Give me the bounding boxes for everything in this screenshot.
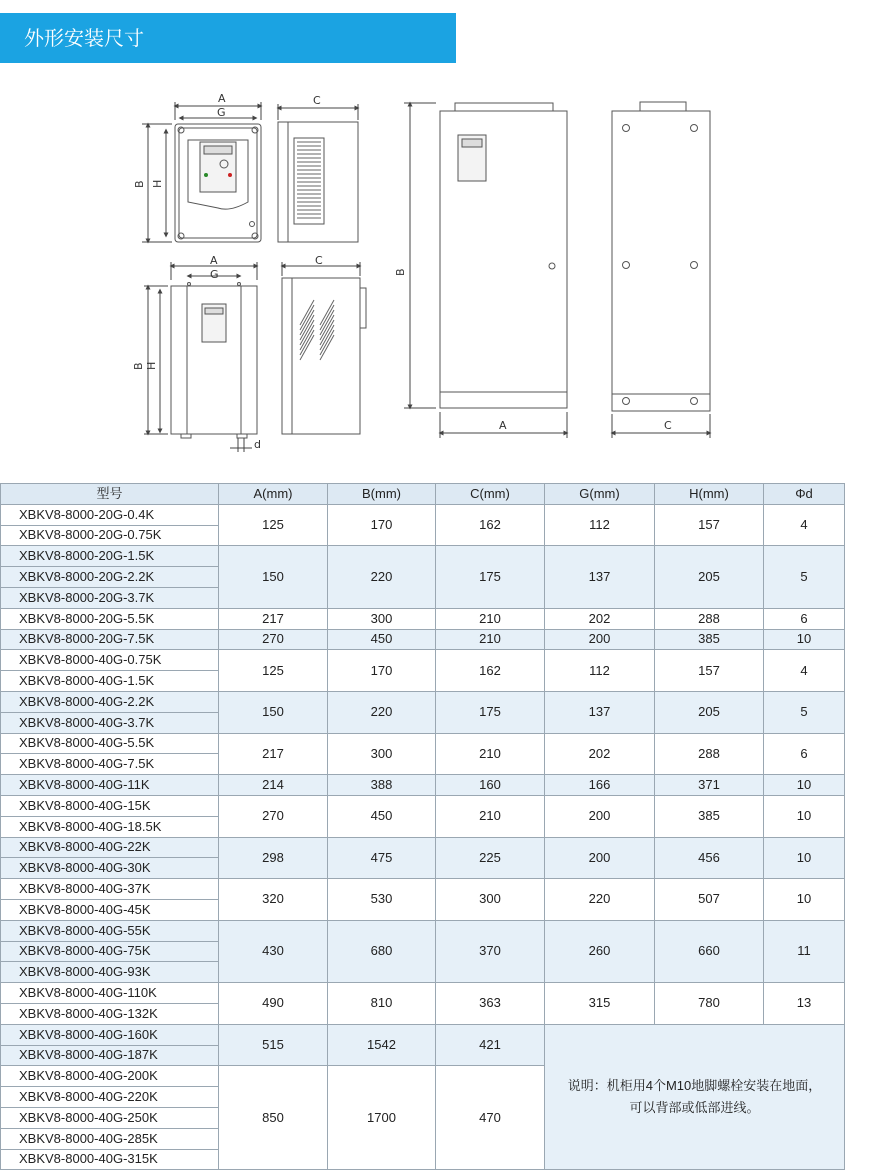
value-cell: 10	[764, 775, 845, 796]
cabinet-side-drawing	[612, 102, 710, 411]
model-cell: XBKV8-8000-40G-187K	[1, 1045, 219, 1066]
table-row	[1, 608, 845, 629]
table-row	[1, 879, 845, 900]
value-cell: 200	[545, 795, 655, 837]
table-row	[1, 546, 845, 567]
value-cell: 363	[436, 983, 545, 1025]
model-cell: XBKV8-8000-40G-11K	[1, 775, 219, 796]
table-row	[1, 837, 845, 858]
value-cell: 202	[545, 733, 655, 775]
cabinet-front-drawing	[440, 103, 567, 408]
value-cell: 850	[219, 1066, 328, 1170]
model-cell: XBKV8-8000-40G-2.2K	[1, 691, 219, 712]
value-cell: 157	[655, 504, 764, 546]
value-cell: 205	[655, 691, 764, 733]
value-cell: 515	[219, 1024, 328, 1066]
value-cell: 157	[655, 650, 764, 692]
table-row	[1, 1024, 845, 1045]
model-cell: XBKV8-8000-40G-93K	[1, 962, 219, 983]
value-cell: 5	[764, 546, 845, 608]
value-cell: 300	[328, 733, 436, 775]
value-cell: 5	[764, 691, 845, 733]
dim-label-b-top: B	[133, 180, 146, 188]
value-cell: 1542	[328, 1024, 436, 1066]
dim-label-a-bottom: A	[210, 254, 218, 267]
value-cell: 150	[219, 691, 328, 733]
value-cell: 160	[436, 775, 545, 796]
value-cell: 507	[655, 879, 764, 921]
table-note	[545, 1024, 845, 1170]
table-row	[1, 983, 845, 1004]
section-title-banner	[0, 13, 456, 63]
value-cell: 490	[219, 983, 328, 1025]
value-cell: 300	[436, 879, 545, 921]
header-g: G(mm)	[545, 484, 655, 505]
value-cell: 430	[219, 920, 328, 982]
value-cell: 450	[328, 629, 436, 650]
value-cell: 385	[655, 795, 764, 837]
table-row	[1, 920, 845, 941]
value-cell: 4	[764, 650, 845, 692]
value-cell: 210	[436, 629, 545, 650]
model-cell: XBKV8-8000-20G-7.5K	[1, 629, 219, 650]
model-cell: XBKV8-8000-40G-75K	[1, 941, 219, 962]
value-cell: 200	[545, 629, 655, 650]
note-line-1: 说明：机柜用4个M10地脚螺栓安装在地面，	[567, 1078, 822, 1093]
dimension-table	[0, 483, 845, 1170]
value-cell: 225	[436, 837, 545, 879]
model-cell: XBKV8-8000-40G-250K	[1, 1107, 219, 1128]
value-cell: 388	[328, 775, 436, 796]
small-unit-side-drawing	[278, 122, 358, 242]
model-cell: XBKV8-8000-20G-2.2K	[1, 567, 219, 588]
value-cell: 298	[219, 837, 328, 879]
value-cell: 10	[764, 795, 845, 837]
header-d: Φd	[764, 484, 845, 505]
dim-label-b-cabinet: B	[394, 268, 407, 276]
value-cell: 220	[545, 879, 655, 921]
model-cell: XBKV8-8000-40G-1.5K	[1, 671, 219, 692]
drawings-svg	[0, 80, 882, 460]
value-cell: 371	[655, 775, 764, 796]
header-model: 型号	[1, 484, 219, 505]
dim-label-b-bottom: B	[132, 362, 145, 370]
value-cell: 475	[328, 837, 436, 879]
value-cell: 210	[436, 608, 545, 629]
table-row	[1, 629, 845, 650]
value-cell: 470	[436, 1066, 545, 1170]
table-row	[1, 733, 845, 754]
model-cell: XBKV8-8000-40G-45K	[1, 899, 219, 920]
value-cell: 810	[328, 983, 436, 1025]
model-cell: XBKV8-8000-40G-30K	[1, 858, 219, 879]
dim-label-h-bottom: H	[145, 361, 158, 370]
model-cell: XBKV8-8000-40G-5.5K	[1, 733, 219, 754]
value-cell: 112	[545, 504, 655, 546]
medium-unit-side-drawing	[282, 278, 366, 434]
small-unit-front-drawing	[175, 124, 261, 242]
dim-label-d: d	[254, 438, 261, 451]
value-cell: 217	[219, 733, 328, 775]
header-a: A(mm)	[219, 484, 328, 505]
value-cell: 220	[328, 546, 436, 608]
value-cell: 421	[436, 1024, 545, 1066]
value-cell: 13	[764, 983, 845, 1025]
value-cell: 170	[328, 650, 436, 692]
value-cell: 202	[545, 608, 655, 629]
value-cell: 450	[328, 795, 436, 837]
value-cell: 320	[219, 879, 328, 921]
value-cell: 530	[328, 879, 436, 921]
value-cell: 214	[219, 775, 328, 796]
dim-label-h-top: H	[151, 179, 164, 188]
model-cell: XBKV8-8000-40G-132K	[1, 1003, 219, 1024]
model-cell: XBKV8-8000-40G-22K	[1, 837, 219, 858]
header-c: C(mm)	[436, 484, 545, 505]
model-cell: XBKV8-8000-40G-160K	[1, 1024, 219, 1045]
value-cell: 162	[436, 504, 545, 546]
value-cell: 11	[764, 920, 845, 982]
note-line-2: 可以背部或低部进线。	[629, 1100, 760, 1115]
model-cell: XBKV8-8000-40G-315K	[1, 1149, 219, 1170]
value-cell: 210	[436, 795, 545, 837]
value-cell: 6	[764, 733, 845, 775]
model-cell: XBKV8-8000-40G-285K	[1, 1128, 219, 1149]
model-cell: XBKV8-8000-20G-0.75K	[1, 525, 219, 546]
value-cell: 288	[655, 608, 764, 629]
value-cell: 385	[655, 629, 764, 650]
value-cell: 137	[545, 546, 655, 608]
model-cell: XBKV8-8000-40G-18.5K	[1, 816, 219, 837]
model-cell: XBKV8-8000-40G-55K	[1, 920, 219, 941]
section-title: 外形安装尺寸	[24, 26, 144, 50]
value-cell: 660	[655, 920, 764, 982]
value-cell: 10	[764, 837, 845, 879]
value-cell: 315	[545, 983, 655, 1025]
value-cell: 270	[219, 795, 328, 837]
model-cell: XBKV8-8000-20G-1.5K	[1, 546, 219, 567]
value-cell: 200	[545, 837, 655, 879]
dim-label-a-top: A	[218, 92, 226, 105]
model-cell: XBKV8-8000-40G-0.75K	[1, 650, 219, 671]
value-cell: 162	[436, 650, 545, 692]
value-cell: 112	[545, 650, 655, 692]
model-cell: XBKV8-8000-40G-110K	[1, 983, 219, 1004]
model-cell: XBKV8-8000-40G-200K	[1, 1066, 219, 1087]
value-cell: 680	[328, 920, 436, 982]
header-b: B(mm)	[328, 484, 436, 505]
model-cell: XBKV8-8000-20G-0.4K	[1, 504, 219, 525]
model-cell: XBKV8-8000-20G-5.5K	[1, 608, 219, 629]
model-cell: XBKV8-8000-40G-15K	[1, 795, 219, 816]
value-cell: 205	[655, 546, 764, 608]
medium-unit-front-drawing	[171, 283, 257, 439]
dim-label-g-top: G	[217, 106, 226, 119]
value-cell: 220	[328, 691, 436, 733]
value-cell: 170	[328, 504, 436, 546]
table-row	[1, 504, 845, 525]
table-row	[1, 775, 845, 796]
value-cell: 6	[764, 608, 845, 629]
value-cell: 210	[436, 733, 545, 775]
value-cell: 456	[655, 837, 764, 879]
value-cell: 780	[655, 983, 764, 1025]
model-cell: XBKV8-8000-40G-3.7K	[1, 712, 219, 733]
value-cell: 175	[436, 546, 545, 608]
value-cell: 125	[219, 504, 328, 546]
table-row	[1, 650, 845, 671]
dim-label-c-bottom: C	[315, 254, 323, 267]
value-cell: 270	[219, 629, 328, 650]
model-cell: XBKV8-8000-20G-3.7K	[1, 587, 219, 608]
value-cell: 260	[545, 920, 655, 982]
value-cell: 10	[764, 629, 845, 650]
header-h: H(mm)	[655, 484, 764, 505]
model-cell: XBKV8-8000-40G-37K	[1, 879, 219, 900]
model-cell: XBKV8-8000-40G-220K	[1, 1087, 219, 1108]
value-cell: 175	[436, 691, 545, 733]
value-cell: 300	[328, 608, 436, 629]
value-cell: 150	[219, 546, 328, 608]
value-cell: 1700	[328, 1066, 436, 1170]
table-row	[1, 795, 845, 816]
value-cell: 288	[655, 733, 764, 775]
value-cell: 370	[436, 920, 545, 982]
dim-label-g-bottom: G	[210, 268, 219, 281]
dimension-drawings	[0, 80, 882, 460]
value-cell: 137	[545, 691, 655, 733]
dim-label-a-cabinet: A	[499, 419, 507, 432]
value-cell: 125	[219, 650, 328, 692]
dim-label-c-cabinet: C	[664, 419, 672, 432]
table-header-row	[1, 484, 845, 505]
model-cell: XBKV8-8000-40G-7.5K	[1, 754, 219, 775]
value-cell: 217	[219, 608, 328, 629]
value-cell: 10	[764, 879, 845, 921]
value-cell: 4	[764, 504, 845, 546]
dim-label-c-top: C	[313, 94, 321, 107]
value-cell: 166	[545, 775, 655, 796]
table-row	[1, 691, 845, 712]
